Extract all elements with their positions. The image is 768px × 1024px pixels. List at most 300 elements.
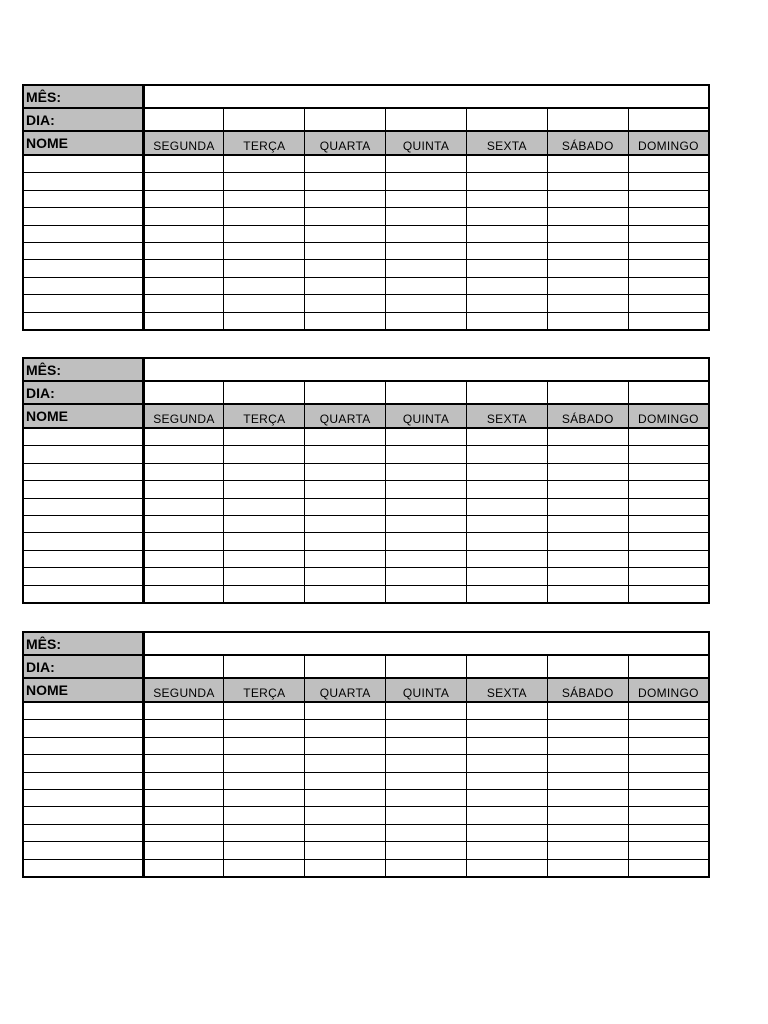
attendance-cell[interactable] [143, 481, 224, 498]
name-cell[interactable] [23, 824, 143, 841]
attendance-cell[interactable] [466, 533, 547, 550]
name-cell[interactable] [23, 585, 143, 603]
attendance-cell[interactable] [628, 737, 709, 754]
attendance-cell[interactable] [305, 515, 386, 532]
attendance-cell[interactable] [628, 428, 709, 446]
table-row [23, 550, 709, 567]
attendance-cell[interactable] [628, 173, 709, 190]
attendance-cell[interactable] [547, 225, 628, 242]
attendance-cell[interactable] [224, 481, 305, 498]
name-cell[interactable] [23, 702, 143, 720]
attendance-cell[interactable] [628, 515, 709, 532]
attendance-cell[interactable] [547, 155, 628, 173]
attendance-cell[interactable] [628, 842, 709, 859]
attendance-cell[interactable] [466, 155, 547, 173]
attendance-cell[interactable] [224, 772, 305, 789]
table-row [23, 533, 709, 550]
attendance-cell[interactable] [143, 208, 224, 225]
day-field[interactable] [143, 381, 224, 404]
attendance-cell[interactable] [143, 312, 224, 330]
attendance-cell[interactable] [143, 859, 224, 877]
attendance-cell[interactable] [305, 463, 386, 480]
attendance-cell[interactable] [386, 842, 467, 859]
attendance-cell[interactable] [386, 225, 467, 242]
attendance-cell[interactable] [224, 533, 305, 550]
attendance-cell[interactable] [224, 155, 305, 173]
attendance-cell[interactable] [305, 755, 386, 772]
attendance-cell[interactable] [224, 260, 305, 277]
name-cell[interactable] [23, 295, 143, 312]
attendance-cell[interactable] [143, 585, 224, 603]
attendance-cell[interactable] [547, 550, 628, 567]
weekday-header-terca: TERÇA [224, 678, 305, 702]
attendance-cell[interactable] [466, 428, 547, 446]
attendance-cell[interactable] [386, 824, 467, 841]
attendance-rows [23, 428, 709, 603]
attendance-cell[interactable] [386, 772, 467, 789]
attendance-cell[interactable] [628, 568, 709, 585]
attendance-cell[interactable] [466, 295, 547, 312]
table-row [23, 295, 709, 312]
name-cell[interactable] [23, 842, 143, 859]
table-row [23, 498, 709, 515]
attendance-cell[interactable] [466, 277, 547, 294]
attendance-cell[interactable] [386, 585, 467, 603]
day-field[interactable] [628, 108, 709, 131]
attendance-cell[interactable] [547, 428, 628, 446]
table-row [23, 446, 709, 463]
attendance-cell[interactable] [547, 737, 628, 754]
attendance-cell[interactable] [224, 446, 305, 463]
attendance-cell[interactable] [224, 720, 305, 737]
day-field[interactable] [628, 381, 709, 404]
table-row [23, 277, 709, 294]
table-row [23, 463, 709, 480]
name-cell[interactable] [23, 807, 143, 824]
attendance-cell[interactable] [628, 242, 709, 259]
attendance-cell[interactable] [224, 755, 305, 772]
attendance-cell[interactable] [143, 720, 224, 737]
attendance-cell[interactable] [143, 498, 224, 515]
table-row [23, 568, 709, 585]
name-cell[interactable] [23, 190, 143, 207]
attendance-cell[interactable] [224, 807, 305, 824]
attendance-cell[interactable] [143, 807, 224, 824]
name-cell[interactable] [23, 737, 143, 754]
attendance-cell[interactable] [628, 533, 709, 550]
attendance-cell[interactable] [466, 859, 547, 877]
attendance-cell[interactable] [224, 824, 305, 841]
attendance-cell[interactable] [628, 807, 709, 824]
attendance-cell[interactable] [547, 702, 628, 720]
attendance-cell[interactable] [386, 498, 467, 515]
attendance-cell[interactable] [305, 295, 386, 312]
attendance-cell[interactable] [305, 807, 386, 824]
attendance-cell[interactable] [305, 481, 386, 498]
day-field[interactable] [224, 381, 305, 404]
table-row [23, 789, 709, 806]
day-field[interactable] [224, 108, 305, 131]
attendance-cell[interactable] [386, 702, 467, 720]
day-field[interactable] [547, 655, 628, 678]
attendance-cell[interactable] [547, 242, 628, 259]
table-row [23, 737, 709, 754]
attendance-cell[interactable] [547, 789, 628, 806]
attendance-cell[interactable] [305, 737, 386, 754]
attendance-cell[interactable] [143, 155, 224, 173]
name-cell[interactable] [23, 225, 143, 242]
month-label: MÊS: [23, 358, 143, 381]
attendance-cell[interactable] [224, 550, 305, 567]
attendance-cell[interactable] [466, 824, 547, 841]
attendance-cell[interactable] [628, 312, 709, 330]
attendance-cell[interactable] [386, 260, 467, 277]
attendance-cell[interactable] [224, 498, 305, 515]
name-cell[interactable] [23, 533, 143, 550]
weekday-header-domingo: DOMINGO [628, 404, 709, 428]
attendance-cell[interactable] [305, 550, 386, 567]
attendance-cell[interactable] [143, 842, 224, 859]
attendance-cell[interactable] [143, 824, 224, 841]
attendance-cell[interactable] [143, 173, 224, 190]
attendance-cell[interactable] [224, 225, 305, 242]
attendance-cell[interactable] [466, 481, 547, 498]
attendance-cell[interactable] [224, 463, 305, 480]
weekday-header-segunda: SEGUNDA [143, 678, 224, 702]
attendance-cell[interactable] [305, 568, 386, 585]
attendance-cell[interactable] [547, 260, 628, 277]
month-field[interactable] [143, 85, 709, 108]
attendance-cell[interactable] [466, 842, 547, 859]
attendance-cell[interactable] [386, 277, 467, 294]
attendance-cell[interactable] [547, 312, 628, 330]
attendance-cell[interactable] [466, 550, 547, 567]
attendance-cell[interactable] [305, 859, 386, 877]
attendance-cell[interactable] [466, 772, 547, 789]
attendance-cell[interactable] [628, 824, 709, 841]
attendance-cell[interactable] [386, 481, 467, 498]
attendance-cell[interactable] [547, 277, 628, 294]
attendance-cell[interactable] [224, 842, 305, 859]
attendance-cell[interactable] [547, 824, 628, 841]
name-cell[interactable] [23, 208, 143, 225]
day-field[interactable] [466, 655, 547, 678]
attendance-cell[interactable] [386, 173, 467, 190]
attendance-cell[interactable] [547, 859, 628, 877]
attendance-rows [23, 155, 709, 330]
attendance-cell[interactable] [386, 550, 467, 567]
attendance-cell[interactable] [466, 173, 547, 190]
attendance-cell[interactable] [628, 859, 709, 877]
attendance-cell[interactable] [628, 720, 709, 737]
attendance-cell[interactable] [224, 702, 305, 720]
attendance-cell[interactable] [466, 242, 547, 259]
attendance-cell[interactable] [466, 498, 547, 515]
name-cell[interactable] [23, 260, 143, 277]
day-field[interactable] [466, 381, 547, 404]
attendance-cell[interactable] [547, 446, 628, 463]
day-field[interactable] [547, 381, 628, 404]
attendance-cell[interactable] [466, 463, 547, 480]
weekday-header-segunda: SEGUNDA [143, 131, 224, 155]
attendance-cell[interactable] [143, 515, 224, 532]
weekday-header-domingo: DOMINGO [628, 678, 709, 702]
weekday-header-sabado: SÁBADO [547, 678, 628, 702]
name-cell[interactable] [23, 550, 143, 567]
attendance-cell[interactable] [547, 533, 628, 550]
attendance-cell[interactable] [305, 428, 386, 446]
attendance-cell[interactable] [305, 533, 386, 550]
name-cell[interactable] [23, 312, 143, 330]
name-cell[interactable] [23, 446, 143, 463]
name-cell[interactable] [23, 242, 143, 259]
attendance-cell[interactable] [386, 190, 467, 207]
attendance-cell[interactable] [386, 446, 467, 463]
attendance-cell[interactable] [305, 498, 386, 515]
attendance-cell[interactable] [224, 277, 305, 294]
day-field[interactable] [386, 381, 467, 404]
attendance-cell[interactable] [466, 190, 547, 207]
attendance-cell[interactable] [547, 720, 628, 737]
name-cell[interactable] [23, 720, 143, 737]
name-cell[interactable] [23, 498, 143, 515]
attendance-cell[interactable] [224, 242, 305, 259]
attendance-cell[interactable] [224, 585, 305, 603]
attendance-cell[interactable] [224, 312, 305, 330]
weekday-header-sabado: SÁBADO [547, 131, 628, 155]
attendance-cell[interactable] [305, 720, 386, 737]
attendance-cell[interactable] [628, 155, 709, 173]
attendance-cell[interactable] [305, 312, 386, 330]
month-field[interactable] [143, 358, 709, 381]
attendance-cell[interactable] [628, 702, 709, 720]
attendance-cell[interactable] [466, 585, 547, 603]
attendance-cell[interactable] [466, 737, 547, 754]
attendance-cell[interactable] [143, 533, 224, 550]
attendance-cell[interactable] [305, 155, 386, 173]
attendance-cell[interactable] [386, 295, 467, 312]
attendance-cell[interactable] [547, 772, 628, 789]
attendance-cell[interactable] [386, 242, 467, 259]
attendance-cell[interactable] [628, 277, 709, 294]
attendance-sheet-3 [22, 631, 710, 878]
attendance-cell[interactable] [305, 585, 386, 603]
weekday-header-quarta: QUARTA [305, 131, 386, 155]
weekday-header-quarta: QUARTA [305, 678, 386, 702]
attendance-cell[interactable] [628, 585, 709, 603]
attendance-cell[interactable] [547, 755, 628, 772]
day-field[interactable] [224, 655, 305, 678]
table-row [23, 720, 709, 737]
attendance-cell[interactable] [628, 446, 709, 463]
attendance-cell[interactable] [386, 859, 467, 877]
table-row [23, 755, 709, 772]
attendance-cell[interactable] [224, 173, 305, 190]
day-field[interactable] [628, 655, 709, 678]
attendance-cell[interactable] [143, 190, 224, 207]
attendance-cell[interactable] [143, 242, 224, 259]
attendance-cell[interactable] [224, 737, 305, 754]
attendance-cell[interactable] [305, 260, 386, 277]
attendance-cell[interactable] [143, 737, 224, 754]
attendance-cell[interactable] [305, 190, 386, 207]
attendance-cell[interactable] [466, 755, 547, 772]
attendance-cell[interactable] [628, 481, 709, 498]
table-row [23, 208, 709, 225]
attendance-cell[interactable] [466, 225, 547, 242]
attendance-cell[interactable] [386, 463, 467, 480]
attendance-cell[interactable] [386, 428, 467, 446]
attendance-cell[interactable] [547, 295, 628, 312]
attendance-cell[interactable] [547, 208, 628, 225]
name-cell[interactable] [23, 515, 143, 532]
attendance-cell[interactable] [466, 446, 547, 463]
attendance-cell[interactable] [466, 515, 547, 532]
attendance-cell[interactable] [386, 208, 467, 225]
attendance-cell[interactable] [547, 190, 628, 207]
attendance-cell[interactable] [547, 481, 628, 498]
attendance-cell[interactable] [224, 208, 305, 225]
table-row [23, 225, 709, 242]
name-cell[interactable] [23, 463, 143, 480]
attendance-cell[interactable] [143, 277, 224, 294]
attendance-cell[interactable] [305, 225, 386, 242]
attendance-cell[interactable] [305, 702, 386, 720]
attendance-cell[interactable] [547, 807, 628, 824]
day-field[interactable] [386, 655, 467, 678]
attendance-cell[interactable] [547, 463, 628, 480]
day-field[interactable] [143, 655, 224, 678]
name-cell[interactable] [23, 155, 143, 173]
attendance-cell[interactable] [628, 225, 709, 242]
attendance-cell[interactable] [628, 755, 709, 772]
attendance-cell[interactable] [143, 446, 224, 463]
table-row [23, 242, 709, 259]
name-cell[interactable] [23, 173, 143, 190]
name-cell[interactable] [23, 755, 143, 772]
attendance-cell[interactable] [386, 568, 467, 585]
day-field[interactable] [143, 108, 224, 131]
attendance-cell[interactable] [547, 173, 628, 190]
attendance-cell[interactable] [305, 842, 386, 859]
name-cell[interactable] [23, 568, 143, 585]
attendance-cell[interactable] [143, 772, 224, 789]
weekday-header-segunda: SEGUNDA [143, 404, 224, 428]
attendance-cell[interactable] [143, 755, 224, 772]
attendance-cell[interactable] [224, 190, 305, 207]
attendance-cell[interactable] [386, 312, 467, 330]
attendance-cell[interactable] [386, 789, 467, 806]
attendance-cell[interactable] [386, 533, 467, 550]
attendance-cell[interactable] [628, 498, 709, 515]
attendance-cell[interactable] [466, 702, 547, 720]
name-column-header: NOME [23, 131, 143, 155]
attendance-cell[interactable] [143, 428, 224, 446]
day-field[interactable] [386, 108, 467, 131]
attendance-cell[interactable] [386, 155, 467, 173]
attendance-cell[interactable] [628, 463, 709, 480]
attendance-cell[interactable] [224, 859, 305, 877]
weekday-header-quinta: QUINTA [386, 131, 467, 155]
weekday-header-terca: TERÇA [224, 404, 305, 428]
attendance-cell[interactable] [628, 295, 709, 312]
attendance-cell[interactable] [466, 312, 547, 330]
attendance-cell[interactable] [305, 789, 386, 806]
attendance-cell[interactable] [466, 260, 547, 277]
attendance-cell[interactable] [224, 789, 305, 806]
attendance-cell[interactable] [143, 295, 224, 312]
attendance-cell[interactable] [305, 277, 386, 294]
day-field[interactable] [547, 108, 628, 131]
attendance-cell[interactable] [628, 550, 709, 567]
attendance-cell[interactable] [386, 515, 467, 532]
attendance-cell[interactable] [143, 568, 224, 585]
attendance-sheet-1 [22, 84, 710, 331]
attendance-cell[interactable] [224, 515, 305, 532]
day-field[interactable] [305, 381, 386, 404]
attendance-cell[interactable] [305, 772, 386, 789]
attendance-cell[interactable] [547, 842, 628, 859]
attendance-cell[interactable] [143, 789, 224, 806]
attendance-cell[interactable] [386, 720, 467, 737]
attendance-cell[interactable] [305, 824, 386, 841]
attendance-cell[interactable] [305, 173, 386, 190]
attendance-cell[interactable] [386, 755, 467, 772]
attendance-cell[interactable] [547, 515, 628, 532]
attendance-cell[interactable] [628, 789, 709, 806]
attendance-cell[interactable] [466, 807, 547, 824]
attendance-cell[interactable] [628, 772, 709, 789]
attendance-cell[interactable] [628, 190, 709, 207]
attendance-cell[interactable] [143, 463, 224, 480]
attendance-cell[interactable] [224, 568, 305, 585]
attendance-cell[interactable] [143, 550, 224, 567]
attendance-cell[interactable] [466, 208, 547, 225]
attendance-cell[interactable] [386, 807, 467, 824]
attendance-cell[interactable] [305, 446, 386, 463]
day-field[interactable] [305, 655, 386, 678]
attendance-cell[interactable] [305, 208, 386, 225]
attendance-cell[interactable] [547, 585, 628, 603]
table-row [23, 190, 709, 207]
attendance-cell[interactable] [466, 789, 547, 806]
month-field[interactable] [143, 632, 709, 655]
attendance-cell[interactable] [547, 568, 628, 585]
name-cell[interactable] [23, 772, 143, 789]
day-field[interactable] [305, 108, 386, 131]
attendance-cell[interactable] [305, 242, 386, 259]
attendance-cell[interactable] [224, 295, 305, 312]
attendance-cell[interactable] [628, 260, 709, 277]
name-cell[interactable] [23, 789, 143, 806]
name-cell[interactable] [23, 428, 143, 446]
attendance-cell[interactable] [143, 260, 224, 277]
attendance-cell[interactable] [143, 225, 224, 242]
name-cell[interactable] [23, 859, 143, 877]
table-row [23, 842, 709, 859]
day-label: DIA: [23, 655, 143, 678]
attendance-cell[interactable] [466, 720, 547, 737]
name-cell[interactable] [23, 481, 143, 498]
attendance-cell[interactable] [547, 498, 628, 515]
attendance-cell[interactable] [143, 702, 224, 720]
attendance-cell[interactable] [224, 428, 305, 446]
attendance-cell[interactable] [386, 737, 467, 754]
name-cell[interactable] [23, 277, 143, 294]
attendance-cell[interactable] [628, 208, 709, 225]
day-field[interactable] [466, 108, 547, 131]
attendance-cell[interactable] [466, 568, 547, 585]
